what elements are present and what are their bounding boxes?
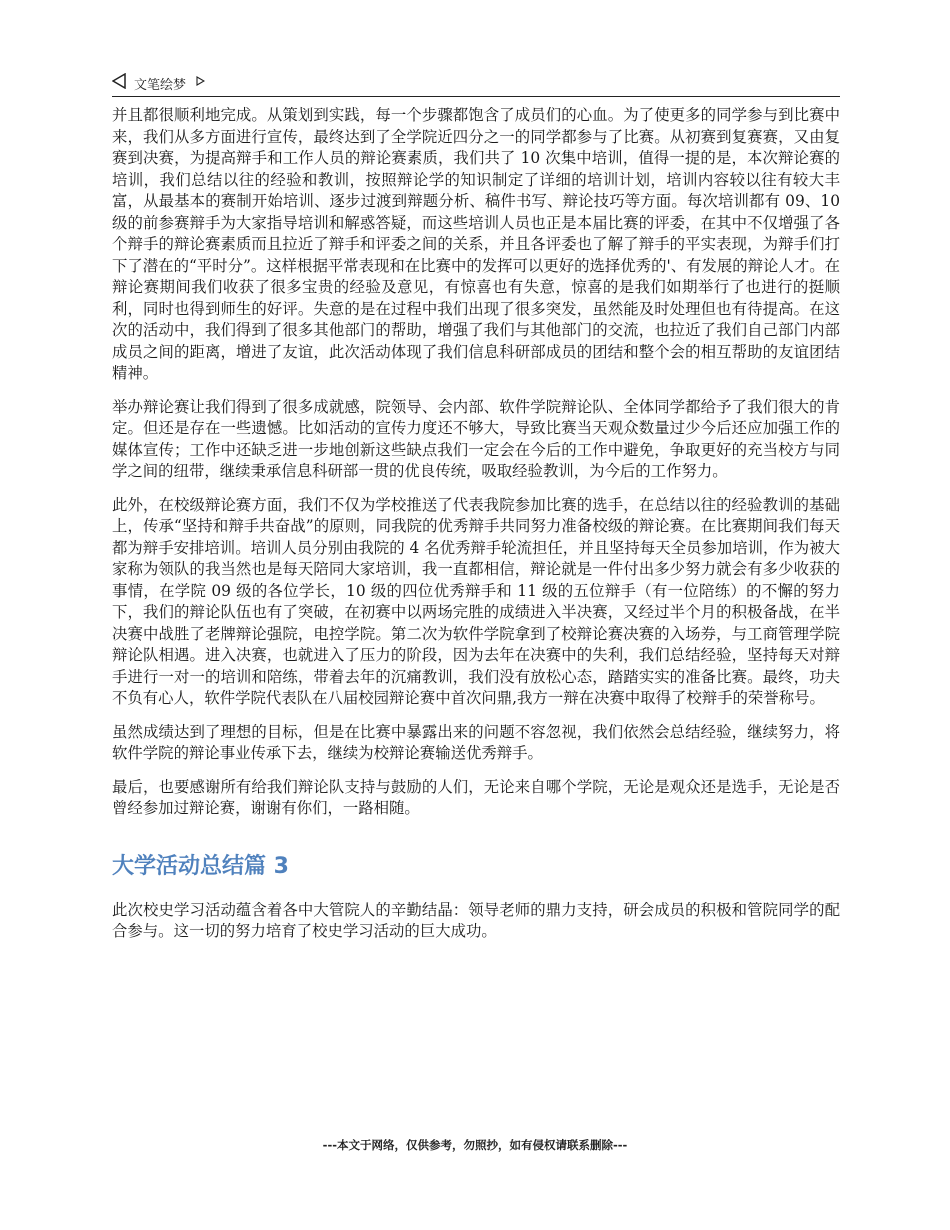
triangle-left-icon	[112, 73, 126, 93]
triangle-right-icon	[196, 76, 205, 86]
document-page	[112, 70, 840, 955]
section-paragraph: 此次校史学习活动蕴含着各中大管院人的辛勤结晶：领导老师的鼎力支持，研会成员的积极和管院同学的配合参与。这一切的努力培育了校史学习活动的巨大成功。	[112, 900, 840, 940]
body-paragraph: 此外，在校级辩论赛方面，我们不仅为学校推送了代表我院参加比赛的选手，在总结以往的经验教训的基础上，传承“坚持和辩手共奋战”的原则，同我院的优秀辩手共同努力准备校级的辩论赛。在比赛期间我们每天都为辩手安排培训。培训人员分别由我院的 4 名优秀辩手轮流担任，并且坚持每天全员参加培训，作为被大家称为领队的我当然也是每天陪同大家培训，我一直都相信，辩论就是一件付出多少努力就会有多少收获的事情，在学院 09 级的各位学长，10 级的四位优秀辩手和 11 级的五位辩手（有一位陪练）的不懈的努力下，我们的辩论队伍也有了突破，在初赛中以两场完胜的成绩进入半决赛，又经过半个月的积极备战，在半决赛中战胜了老牌辩论强院，电控学院。第二次为软件学院拿到了校辩论赛决赛的入场券，与工商管理学院辩论队相遇。进入决赛，也就进入了压力的阶段，因为去年在决赛中的失利，我们总结经验，坚持每天对辩手进行一对一的培训和陪练，带着去年的沉痛教训，我们没有放松心态，踏踏实实的准备比赛。最终，功夫不负有心人，软件学院代表队在八届校园辩论赛中首次问鼎,我方一辩在决赛中取得了校辩手的荣誉称号。	[112, 495, 840, 707]
body-paragraph: 虽然成绩达到了理想的目标，但是在比赛中暴露出来的问题不容忽视，我们依然会总结经验，继续努力，将软件学院的辩论事业传承下去，继续为校辩论赛输送优秀辩手。	[112, 722, 840, 762]
footer-notice: ---本文于网络，仅供参考，勿照抄，如有侵权请联系删除---	[322, 1138, 628, 1152]
body-paragraph: 并且都很顺利地完成。从策划到实践，每一个步骤都饱含了成员们的心血。为了使更多的同学参与到比赛中来，我们从多方面进行宣传，最终达到了全学院近四分之一的同学都参与了比赛。从初赛到复赛赛，又由复赛到决赛，为提高辩手和工作人员的辩论赛素质，我们共了 10 次集中培训，值得一提的是，本次辩论赛的培训，我们总结以往的经验和教训，按照辩论学的知识制定了详细的培训计划，培训内容较以往有较大丰富，从最基本的赛制开始培训、逐步过渡到辩题分析、稿件书写、辩论技巧等方面。每次培训都有 09、10 级的前参赛辩手为大家指导培训和解惑答疑，而这些培训人员也正是本届比赛的评委，在其中不仅增强了各个辩手的辩论赛素质而且拉近了辩手和评委之间的关系，并且各评委也了解了辩手的平实表现，为辩手们打下了潜在的“平时分”。这样根据平常表现和在比赛中的发挥可以更好的选择优秀的'、有发展的辩论人才。在辩论赛期间我们收获了很多宝贵的经验及意见，有惊喜也有失意，惊喜的是我们如期举行了也进行的挺顺利，同时也得到师生的好评。失意的是在过程中我们出现了很多突发，虽然能及时处理但也有待提高。在这次的活动中，我们得到了很多其他部门的帮助，增强了我们与其他部门的交流，也拉近了我们自己部门内部成员之间的距离，增进了友谊，此次活动体现了我们信息科研部成员的团结和整个会的相互帮助的友谊团结精神。	[112, 106, 840, 382]
body-paragraph: 举办辩论赛让我们得到了很多成就感，院领导、会内部、软件学院辩论队、全体同学都给予了我们很大的肯定。但还是存在一些遗憾。比如活动的宣传力度还不够大，导致比赛当天观众数量过少今后还应加强工作的媒体宣传；工作中还缺乏进一步地创新这些缺点我们一定会在今后的工作中避免，争取更好的充当校方与同学之间的纽带，继续秉承信息科研部一贯的优良传统，吸取经验教训，为今后的工作努力。	[112, 397, 840, 480]
section-heading: 大学活动总结篇 3	[112, 853, 289, 879]
document-body	[112, 105, 840, 943]
body-paragraph: 最后，也要感谢所有给我们辩论队支持与鼓励的人们，无论来自哪个学院，无论是观众还是选手，无论是否曾经参加过辩论赛，谢谢有你们，一路相随。	[112, 777, 840, 817]
page-header	[112, 70, 840, 97]
header-brand: 文笔绘梦	[134, 77, 187, 93]
